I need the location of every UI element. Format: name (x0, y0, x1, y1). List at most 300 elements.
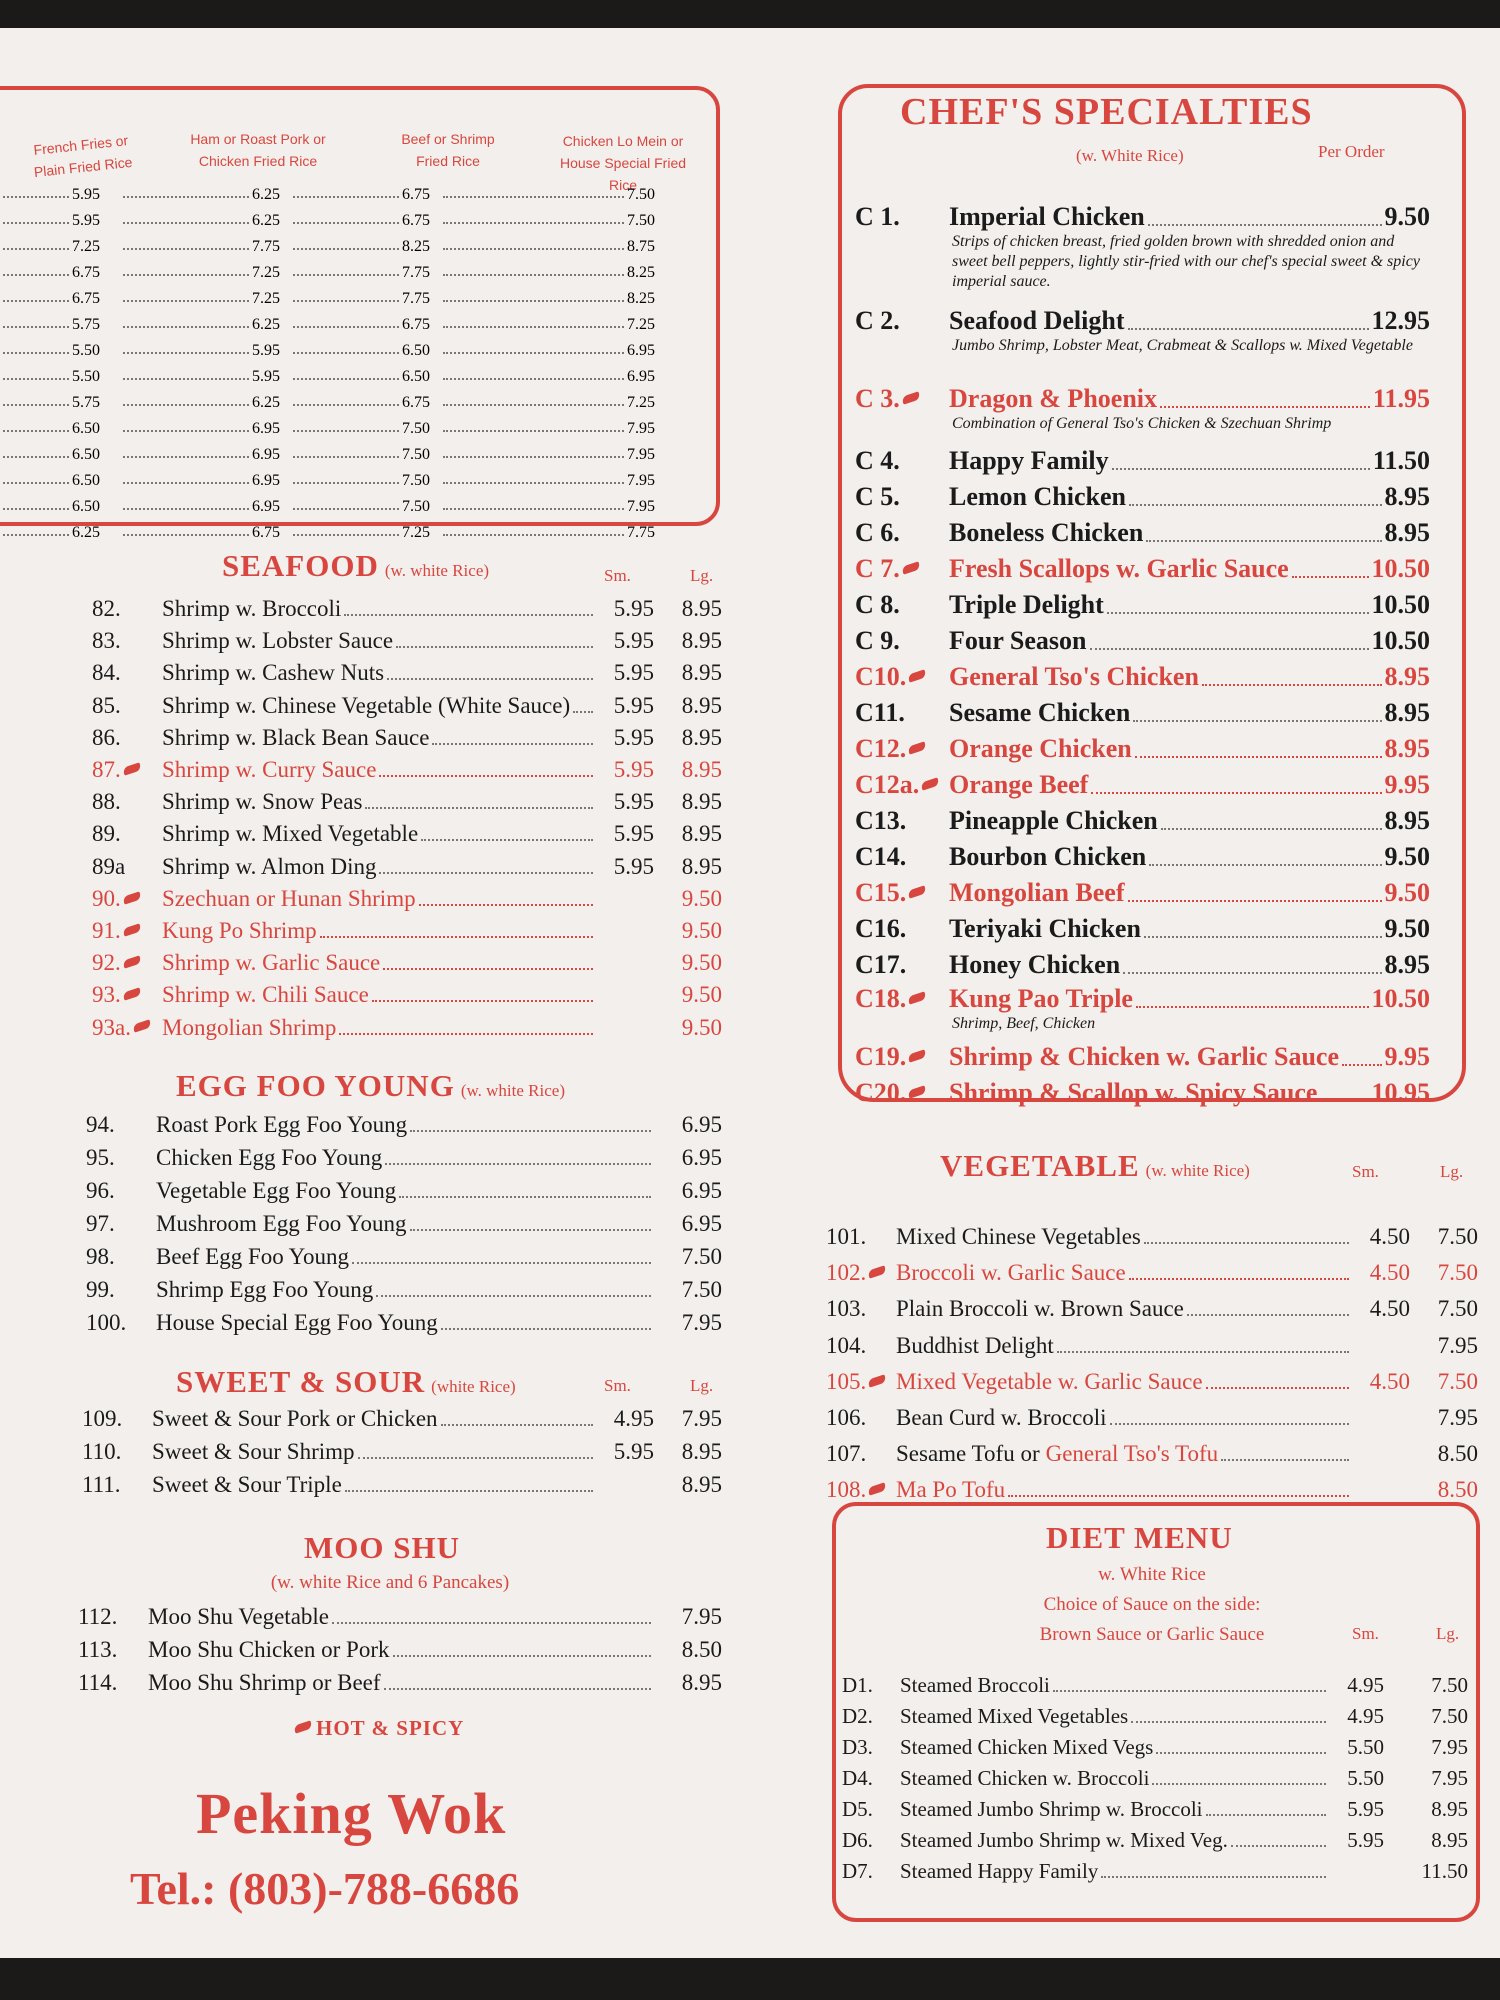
item-price-small: 5.95 (613, 692, 654, 718)
leader-dots (293, 300, 399, 302)
rice-price (290, 230, 430, 256)
pepper-icon (920, 777, 940, 790)
chef-item-price: 10.95 (1371, 1078, 1430, 1107)
item-number: 100. (86, 1310, 127, 1335)
chef-item-price: 8.95 (1384, 518, 1430, 547)
rice-price-value: 8.75 (627, 238, 655, 255)
item-price-small: 4.50 (1369, 1296, 1410, 1322)
rice-price-value: 6.50 (72, 446, 100, 463)
diet-item (842, 1792, 1468, 1822)
rice-price (440, 438, 655, 464)
chef-item-price: 8.95 (1384, 950, 1430, 979)
rice-price (440, 282, 655, 308)
rice-price (440, 334, 655, 360)
rice-price-value: 7.25 (252, 264, 280, 281)
leader-dots (1128, 328, 1369, 330)
rice-price-value: 5.95 (72, 186, 100, 203)
chef-item (855, 478, 1430, 512)
item-price-small: 4.50 (1369, 1368, 1410, 1394)
vegetable-sm-label: Sm. (1352, 1162, 1379, 1181)
rice-price-value: 5.50 (72, 342, 100, 359)
item-price-large: 8.95 (681, 1472, 722, 1497)
chef-item-code: C 8. (855, 590, 900, 619)
leader-dots (123, 352, 249, 354)
rice-price-value: 8.25 (627, 264, 655, 281)
item-price-large: 7.50 (1437, 1296, 1478, 1322)
leader-dots (573, 711, 593, 713)
leader-dots (123, 248, 249, 250)
leader-dots (372, 1000, 593, 1002)
diet-item-price-large: 11.50 (1421, 1859, 1468, 1883)
item-name: Vegetable Egg Foo Young (156, 1178, 397, 1203)
chef-item (855, 766, 1430, 800)
item-number: 83. (92, 628, 121, 654)
rice-price (290, 282, 430, 308)
item-price-small: 5.95 (613, 821, 654, 847)
item-name: Mixed Vegetable w. Garlic Sauce (896, 1368, 1203, 1394)
chef-item-code: C13. (855, 806, 907, 835)
hot-spicy-legend: HOT & SPICY (292, 1716, 464, 1741)
rice-price-value: 6.75 (72, 290, 100, 307)
leader-dots (365, 807, 593, 809)
diet-item (842, 1699, 1468, 1729)
item-number: 89. (92, 821, 121, 847)
restaurant-phone: Tel.: (803)-788-6686 (130, 1863, 520, 1914)
item-name: Plain Broccoli w. Brown Sauce (896, 1296, 1184, 1322)
leader-dots (293, 508, 399, 510)
chef-item (855, 694, 1430, 728)
leader-dots (1057, 1351, 1349, 1353)
leader-dots (293, 352, 399, 354)
chef-item-price: 9.50 (1384, 842, 1430, 871)
rice-header-2: Beef or Shrimp Fried Rice (401, 131, 495, 169)
chef-item (855, 946, 1430, 980)
rice-price-value: 6.50 (72, 498, 100, 515)
rice-price (290, 178, 430, 204)
rice-price (440, 256, 655, 282)
item-price-small: 4.50 (1369, 1224, 1410, 1249)
rice-price (0, 230, 100, 256)
pepper-icon (122, 988, 142, 1001)
chef-item-description: Jumbo Shrimp, Lobster Meat, Crabmeat & Scallops w. Mixed Vegetable (952, 337, 1413, 354)
chef-item-code: C 1. (855, 202, 900, 231)
chef-item-code: C16. (855, 914, 907, 943)
chef-item (855, 730, 1430, 764)
item-name: Mongolian Shrimp (162, 1014, 337, 1040)
rice-price-value: 6.95 (252, 498, 280, 515)
leader-dots (443, 534, 624, 536)
chef-title: CHEF'S SPECIALTIES (900, 91, 1313, 133)
item-name-alt: General Tso's Tofu (1045, 1441, 1219, 1467)
chef-item-code: C 6. (855, 518, 900, 547)
item-price-large: 8.95 (681, 692, 722, 718)
seafood-item (92, 719, 722, 751)
chef-item (855, 1038, 1430, 1072)
diet-item-price-large: 7.50 (1431, 1704, 1468, 1728)
chef-item-price: 10.50 (1371, 590, 1430, 619)
chef-item-name: Bourbon Chicken (949, 842, 1147, 871)
leader-dots (1101, 1876, 1326, 1878)
diet-item-price-large: 7.95 (1431, 1766, 1468, 1790)
sweet-sour-title: SWEET & SOUR (white Rice) (176, 1364, 516, 1399)
item-number: 93. (92, 982, 162, 1008)
egg_foo_young-item (86, 1139, 722, 1171)
leader-dots (293, 222, 399, 224)
chef-item-price: 8.95 (1384, 698, 1430, 727)
chef-item (855, 980, 1430, 1014)
item-name: Shrimp w. Chinese Vegetable (White Sauce) (162, 692, 571, 718)
item-number: 104. (826, 1332, 867, 1358)
leader-dots (399, 1196, 651, 1198)
rice-price-value: 8.25 (627, 290, 655, 307)
item-name: Buddhist Delight (896, 1332, 1054, 1358)
diet-item (842, 1854, 1468, 1884)
item-price-large: 7.95 (681, 1406, 722, 1431)
leader-dots (410, 1130, 651, 1132)
item-number: 108. (826, 1477, 896, 1503)
leader-dots (1320, 1100, 1368, 1102)
item-price-small: 4.95 (613, 1406, 654, 1431)
item-price-large: 9.50 (681, 950, 722, 976)
rice-price-value: 6.95 (252, 472, 280, 489)
rice-price-value: 6.75 (72, 264, 100, 281)
item-price: 6.95 (681, 1178, 722, 1203)
leader-dots (1202, 684, 1382, 686)
leader-dots (293, 248, 399, 250)
item-price-large: 7.50 (1437, 1260, 1478, 1286)
egg_foo_young-item (86, 1172, 722, 1204)
rice-header-3: Chicken Lo Mein or House Special Fried Rice (559, 133, 687, 193)
leader-dots (123, 378, 249, 380)
chef-item-name: Triple Delight (949, 590, 1104, 619)
chef-item-price: 10.50 (1371, 626, 1430, 655)
chef-item (855, 910, 1430, 944)
item-number: 107. (826, 1441, 867, 1467)
chef-item-name: Shrimp & Chicken w. Garlic Sauce (949, 1042, 1340, 1071)
leader-dots (1221, 1459, 1349, 1461)
chef-note: (w. White Rice) (1076, 146, 1184, 165)
chef-item-code: C12a. (855, 770, 949, 800)
leader-dots (410, 1229, 652, 1231)
rice-price-value: 6.25 (72, 524, 100, 541)
item-name: Chicken Egg Foo Young (156, 1145, 383, 1170)
chef-item (855, 874, 1430, 908)
leader-dots (443, 404, 624, 406)
chef-item-price: 10.50 (1371, 984, 1430, 1013)
leader-dots (1161, 828, 1382, 830)
seafood-item (92, 944, 722, 976)
leader-dots (293, 326, 399, 328)
item-name: Moo Shu Shrimp or Beef (148, 1670, 381, 1695)
diet-item-number: D1. (842, 1673, 873, 1697)
leader-dots (293, 196, 399, 198)
rice-price (440, 230, 655, 256)
leader-dots (345, 1490, 593, 1492)
leader-dots (1107, 612, 1369, 614)
rice-price-value: 6.25 (252, 186, 280, 203)
chef-item (855, 380, 1430, 414)
leader-dots (383, 968, 593, 970)
chef-per-order: Per Order (1318, 142, 1385, 161)
item-number: 87. (92, 757, 162, 783)
diet-item-number: D4. (842, 1766, 873, 1790)
vegetable-title: VEGETABLE (w. white Rice) (940, 1148, 1250, 1183)
chef-item-price: 8.95 (1384, 482, 1430, 511)
leader-dots (123, 222, 249, 224)
item-number: 89a (92, 853, 126, 879)
item-number: 97. (86, 1211, 115, 1236)
rice-price (290, 204, 430, 230)
rice-price-value: 6.75 (402, 186, 430, 203)
diet-item-price-small: 4.95 (1347, 1673, 1384, 1697)
item-name: Sesame Tofu or (896, 1441, 1040, 1467)
leader-dots (443, 248, 624, 250)
diet-item-price-small: 4.95 (1347, 1704, 1384, 1728)
diet-lg-label: Lg. (1436, 1624, 1460, 1643)
item-number: 111. (82, 1472, 121, 1497)
item-number: 82. (92, 596, 121, 621)
item-number: 113. (78, 1637, 118, 1662)
chef-item (855, 550, 1430, 584)
rice-price-value: 5.95 (252, 342, 280, 359)
rice-price-value: 6.25 (252, 316, 280, 333)
egg_foo_young-item (86, 1304, 722, 1336)
rice-price-value: 5.95 (252, 368, 280, 385)
item-number: 96. (86, 1178, 115, 1203)
item-name: Roast Pork Egg Foo Young (156, 1112, 408, 1137)
leader-dots (293, 430, 399, 432)
rice-price (440, 308, 655, 334)
leader-dots (123, 534, 249, 536)
leader-dots (443, 196, 624, 198)
chef-item (855, 838, 1430, 872)
item-name: Mushroom Egg Foo Young (156, 1211, 407, 1236)
chef-item-code: C 4. (855, 446, 900, 475)
rice-price (0, 282, 100, 308)
pepper-icon (907, 669, 927, 682)
rice-price (440, 204, 655, 230)
chef-item-name: Dragon & Phoenix (949, 384, 1157, 413)
chef-item-price: 10.50 (1371, 554, 1430, 583)
rice-price (440, 178, 655, 204)
leader-dots (1008, 1495, 1349, 1497)
chef-item-price: 9.50 (1384, 914, 1430, 943)
chef-item-name: Seafood Delight (949, 306, 1125, 335)
item-price-small: 5.95 (613, 853, 654, 879)
seafood-item (92, 687, 722, 719)
moo_shu-item (78, 1631, 722, 1663)
item-name: Shrimp w. Curry Sauce (162, 757, 377, 782)
item-name: Shrimp w. Lobster Sauce (162, 628, 394, 654)
sweet_sour-item (82, 1433, 722, 1465)
item-number: 93a. (92, 1015, 162, 1041)
item-price-large: 8.95 (681, 789, 722, 815)
item-price: 6.95 (681, 1145, 722, 1170)
item-number: 91. (92, 918, 162, 944)
leader-dots (1128, 900, 1382, 902)
rice-price-value: 7.75 (402, 264, 430, 281)
leader-dots (419, 904, 593, 906)
leader-dots (3, 430, 69, 432)
rice-price (290, 412, 430, 438)
diet-item (842, 1668, 1468, 1698)
rice-price-value: 7.95 (627, 420, 655, 437)
chef-item-price: 8.95 (1384, 662, 1430, 691)
leader-dots (441, 1424, 593, 1426)
chef-item-name: Happy Family (949, 446, 1109, 475)
rice-price-value: 7.75 (627, 524, 655, 541)
rice-price-value: 5.50 (72, 368, 100, 385)
egg_foo_young-item (86, 1106, 722, 1138)
seafood-item (92, 815, 722, 847)
diet-item-number: D3. (842, 1735, 873, 1759)
item-number: 99. (86, 1277, 115, 1302)
pepper-icon (907, 1085, 927, 1098)
vegetable-item (826, 1399, 1478, 1431)
diet-item-price-large: 7.95 (1431, 1735, 1468, 1759)
chef-item-code: C14. (855, 842, 907, 871)
chef-item-code: C19. (855, 1042, 949, 1072)
diet-item (842, 1761, 1468, 1791)
leader-dots (1129, 504, 1382, 506)
rice-price-value: 7.50 (402, 420, 430, 437)
item-price-large: 9.50 (681, 918, 722, 943)
item-name: Shrimp w. Black Bean Sauce (162, 724, 430, 750)
moo-shu-title: MOO SHU (304, 1530, 460, 1565)
item-price-small: 5.95 (613, 1439, 654, 1464)
item-name: Shrimp w. Snow Peas (162, 789, 363, 815)
diet-item (842, 1730, 1468, 1760)
rice-price-value: 6.25 (252, 212, 280, 229)
leader-dots (3, 456, 69, 458)
pepper-icon (122, 923, 142, 936)
leader-dots (293, 404, 399, 406)
rice-price-value: 7.25 (252, 290, 280, 307)
leader-dots (443, 456, 624, 458)
item-name: Kung Po Shrimp (162, 918, 317, 943)
seafood-item (92, 783, 722, 815)
seafood-item (92, 1009, 722, 1041)
item-number: 102. (826, 1260, 896, 1286)
leader-dots (1146, 540, 1381, 542)
rice-price (290, 386, 430, 412)
rice-price-value: 7.25 (402, 524, 430, 541)
seafood-item (92, 622, 722, 654)
rice-price (440, 490, 655, 516)
chef-item-code: C 2. (855, 306, 900, 335)
seafood-item (92, 976, 722, 1008)
leader-dots (352, 1262, 651, 1264)
item-price-large: 9.50 (681, 1014, 722, 1040)
leader-dots (3, 534, 69, 536)
item-price-large: 8.95 (681, 853, 722, 879)
item-name: Shrimp w. Cashew Nuts (162, 660, 385, 686)
sweet-sour-lg-label: Lg. (690, 1376, 714, 1395)
diet-title: DIET MENU (1046, 1520, 1233, 1555)
leader-dots (443, 300, 624, 302)
diet-sm-label: Sm. (1352, 1624, 1379, 1643)
leader-dots (123, 274, 249, 276)
item-name: Sweet & Sour Shrimp (152, 1439, 355, 1464)
rice-price-value: 6.75 (402, 212, 430, 229)
rice-price (290, 464, 430, 490)
rice-price (440, 360, 655, 386)
egg_foo_young-item (86, 1271, 722, 1303)
leader-dots (1136, 1006, 1369, 1008)
rice-price-value: 7.75 (252, 238, 280, 255)
leader-dots (441, 1328, 651, 1330)
leader-dots (384, 1688, 651, 1690)
leader-dots (1156, 1752, 1326, 1754)
leader-dots (443, 430, 624, 432)
item-name: Shrimp w. Chili Sauce (162, 982, 369, 1008)
item-price-small: 4.50 (1369, 1260, 1410, 1286)
chef-item-name: General Tso's Chicken (949, 662, 1199, 691)
seafood-item (92, 880, 722, 912)
chef-item-description: Combination of General Tso's Chicken & Szechuan Shrimp (952, 415, 1332, 432)
leader-dots (293, 378, 399, 380)
leader-dots (293, 456, 399, 458)
rice-price (0, 516, 100, 542)
rice-price (120, 360, 280, 386)
item-price-large: 7.95 (1437, 1332, 1478, 1358)
item-price-large: 8.50 (1437, 1477, 1478, 1503)
leader-dots (443, 222, 624, 224)
leader-dots (421, 839, 593, 841)
pepper-icon (867, 1374, 887, 1387)
leader-dots (1123, 972, 1381, 974)
leader-dots (432, 743, 593, 745)
pepper-icon (122, 955, 142, 968)
pepper-icon (867, 1265, 887, 1278)
seafood-sm-label: Sm. (604, 566, 631, 585)
rice-price (120, 386, 280, 412)
diet-line3: Brown Sauce or Garlic Sauce (1039, 1624, 1265, 1645)
diet-item (842, 1823, 1468, 1853)
item-price-large: 9.50 (681, 982, 722, 1008)
leader-dots (3, 352, 69, 354)
restaurant-name: Peking Wok (196, 1781, 507, 1846)
leader-dots (320, 936, 593, 938)
leader-dots (1129, 1278, 1349, 1280)
item-price: 7.50 (681, 1244, 722, 1269)
leader-dots (1091, 792, 1381, 794)
item-number: 114. (78, 1670, 118, 1695)
rice-price (120, 334, 280, 360)
leader-dots (293, 482, 399, 484)
rice-price-value: 7.50 (627, 186, 655, 203)
rice-price (0, 412, 100, 438)
chef-item-code: C11. (855, 698, 905, 727)
leader-dots (379, 775, 593, 777)
rice-price-value: 7.25 (627, 316, 655, 333)
item-number: 110. (82, 1439, 122, 1464)
rice-price (290, 308, 430, 334)
leader-dots (332, 1622, 651, 1624)
leader-dots (1152, 1783, 1326, 1785)
item-name: Shrimp w. Broccoli (162, 596, 342, 621)
item-number: 92. (92, 950, 162, 976)
leader-dots (3, 326, 69, 328)
item-number: 101. (826, 1224, 867, 1249)
leader-dots (1053, 1690, 1326, 1692)
rice-price-value: 7.50 (402, 472, 430, 489)
leader-dots (1131, 1721, 1326, 1723)
vegetable-item (826, 1363, 1478, 1395)
item-price-small: 5.95 (613, 596, 654, 621)
rice-price (120, 464, 280, 490)
diet-item-name: Steamed Mixed Vegetables (900, 1704, 1129, 1728)
